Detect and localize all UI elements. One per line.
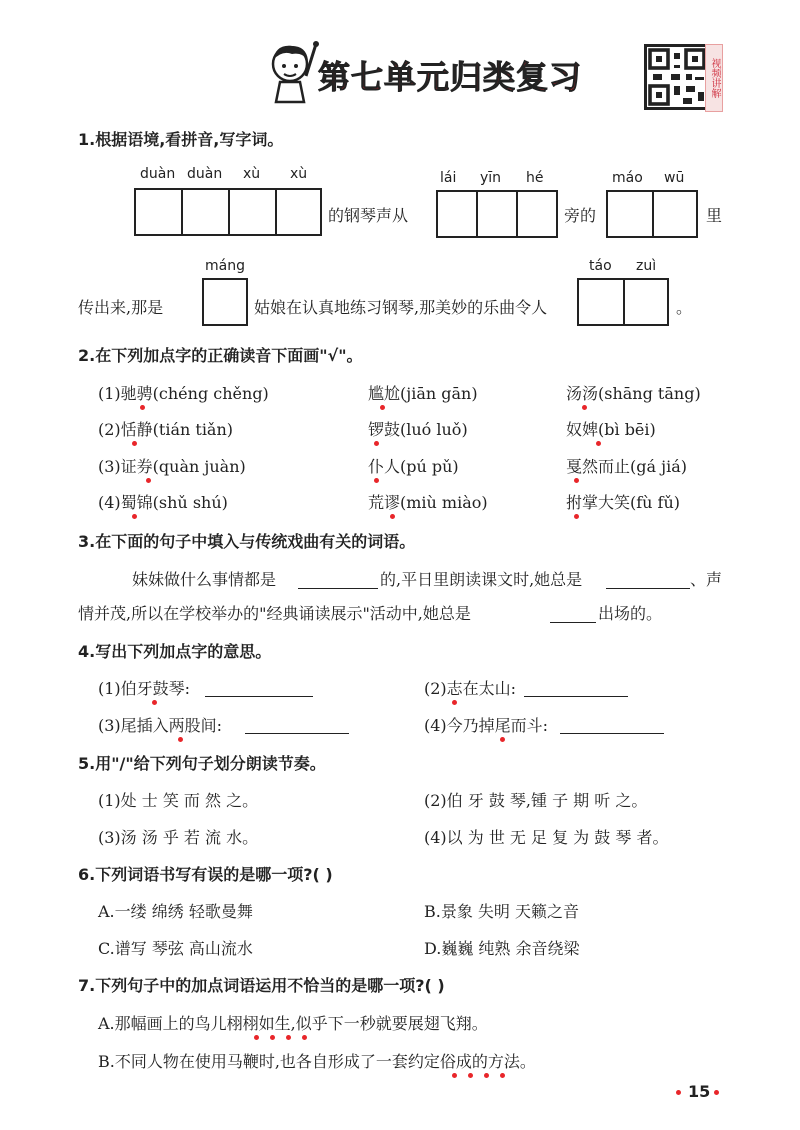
pinyin-item[interactable]: 仆人(pú pǔ) — [368, 457, 459, 476]
q3-blank-2[interactable] — [606, 588, 690, 589]
q6-option[interactable]: D.巍巍 纯熟 余音绕梁 — [424, 939, 580, 958]
q1-text: 的钢琴声从 — [328, 206, 409, 225]
q6-option[interactable]: A.一缕 绵绣 轻歌曼舞 — [98, 902, 253, 921]
q4-item: (4)今乃掉尾而斗: — [424, 716, 549, 735]
pinyin: máo — [612, 170, 643, 186]
q1-text: 姑娘在认真地练习钢琴,那美妙的乐曲令人 — [254, 298, 548, 317]
pinyin-item[interactable]: (2)恬静(tián tiǎn) — [98, 420, 234, 439]
q1-text: 。 — [676, 298, 693, 317]
answer-box-1[interactable] — [134, 188, 322, 236]
q4-item: (2)志在太山: — [424, 679, 517, 698]
q5-item[interactable]: (4)以 为 世 无 足 复 为 鼓 琴 者。 — [424, 828, 669, 847]
q1-text: 里 — [706, 206, 723, 225]
pinyin: yīn — [480, 170, 502, 186]
qr-code-icon[interactable] — [644, 44, 710, 110]
q7-option[interactable]: A.那幅画上的鸟儿栩栩如生,似乎下一秒就要展翅飞翔。 — [98, 1014, 488, 1033]
q4-item: (3)尾插入两股间: — [98, 716, 223, 735]
pinyin: hé — [526, 170, 544, 186]
answer-box-5[interactable] — [577, 278, 669, 326]
q3-text: 情并茂,所以在学校举办的"经典诵读展示"活动中,她总是 — [78, 604, 471, 623]
q4-blank-4[interactable] — [560, 733, 664, 734]
pinyin-item[interactable]: (1)驰骋(chéng chěng) — [98, 384, 269, 403]
pinyin-item[interactable]: 奴婢(bì bēi) — [566, 420, 656, 439]
q5-item[interactable]: (1)处 士 笑 而 然 之。 — [98, 791, 259, 810]
q7-option[interactable]: B.不同人物在使用马鞭时,也各自形成了一套约定俗成的方法。 — [98, 1052, 536, 1071]
answer-box-4[interactable] — [202, 278, 248, 326]
q3-text: 出场的。 — [598, 604, 663, 623]
pinyin: máng — [205, 258, 245, 274]
answer-box-3[interactable] — [606, 190, 698, 238]
pinyin: lái — [440, 170, 457, 186]
page-title: 第七单元归类复习 — [318, 58, 583, 96]
answer-box-2[interactable] — [436, 190, 558, 238]
pinyin-item[interactable]: 拊掌大笑(fù fǔ) — [566, 493, 681, 512]
pinyin: duàn — [187, 166, 223, 182]
q3-blank-3[interactable] — [550, 622, 596, 623]
pinyin-item[interactable]: (3)证券(quàn juàn) — [98, 457, 246, 476]
q4-blank-3[interactable] — [245, 733, 349, 734]
video-explain-tab[interactable]: 视频讲解 — [705, 44, 723, 112]
q4-title: 4.写出下列加点字的意思。 — [78, 642, 272, 661]
q1-text: 旁的 — [564, 206, 597, 225]
page-header — [0, 30, 800, 120]
q3-title: 3.在下面的句子中填入与传统戏曲有关的词语。 — [78, 532, 416, 551]
pinyin: wū — [664, 170, 685, 186]
pinyin: xù — [243, 166, 261, 182]
q5-title: 5.用"/"给下列句子划分朗读节奏。 — [78, 754, 326, 773]
q3-text: 的,平日里朗读课文时,她总是 — [380, 570, 583, 589]
page-dot-left — [676, 1090, 681, 1095]
page-dot-right — [714, 1090, 719, 1095]
pinyin: xù — [290, 166, 308, 182]
q1-title: 1.根据语境,看拼音,写字词。 — [78, 130, 284, 149]
q7-title: 7.下列句子中的加点词语运用不恰当的是哪一项?( ) — [78, 976, 445, 995]
q4-item: (1)伯牙鼓琴: — [98, 679, 191, 698]
q3-blank-1[interactable] — [298, 588, 378, 589]
pinyin-item[interactable]: (4)蜀锦(shǔ shú) — [98, 493, 228, 512]
q3-text: 、声 — [690, 570, 723, 589]
q3-text: 妹妹做什么事情都是 — [132, 570, 277, 589]
pinyin-item[interactable]: 汤汤(shāng tāng) — [566, 384, 701, 403]
q4-blank-1[interactable] — [205, 696, 313, 697]
q4-blank-2[interactable] — [524, 696, 628, 697]
pinyin-item[interactable]: 尴尬(jiān gān) — [368, 384, 478, 403]
q1-text: 传出来,那是 — [78, 298, 164, 317]
pinyin: táo — [589, 258, 612, 274]
pinyin: duàn — [140, 166, 176, 182]
q5-item[interactable]: (3)汤 汤 乎 若 流 水。 — [98, 828, 259, 847]
pinyin-item[interactable]: 戛然而止(gá jiá) — [566, 457, 687, 476]
q6-title: 6.下列词语书写有误的是哪一项?( ) — [78, 865, 333, 884]
mascot-boy-icon — [262, 36, 322, 106]
page-number: 15 — [688, 1082, 711, 1101]
pinyin-item[interactable]: 锣鼓(luó luǒ) — [368, 420, 468, 439]
q6-option[interactable]: C.谱写 琴弦 高山流水 — [98, 939, 253, 958]
q6-option[interactable]: B.景象 失明 天籁之音 — [424, 902, 580, 921]
pinyin-item[interactable]: 荒谬(miù miào) — [368, 493, 488, 512]
q5-item[interactable]: (2)伯 牙 鼓 琴,锺 子 期 听 之。 — [424, 791, 648, 810]
pinyin: zuì — [636, 258, 657, 274]
q2-title: 2.在下列加点字的正确读音下面画"√"。 — [78, 346, 363, 365]
